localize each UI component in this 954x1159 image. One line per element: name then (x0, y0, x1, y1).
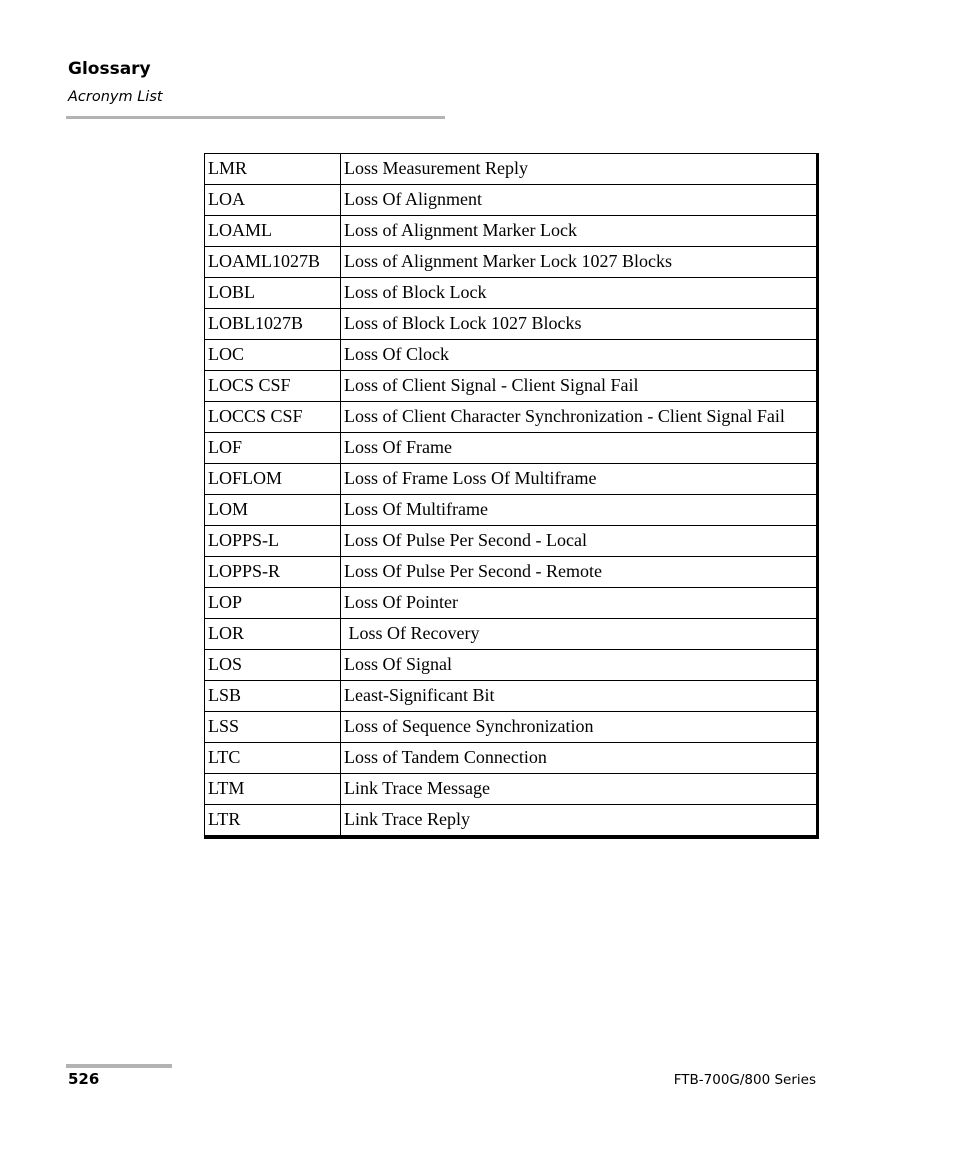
acronym-definition: Loss Of Recovery (341, 619, 817, 650)
acronym-definition: Loss of Sequence Synchronization (341, 712, 817, 743)
acronym-term: LTM (205, 774, 341, 805)
acronym-term: LSS (205, 712, 341, 743)
acronym-definition: Link Trace Reply (341, 805, 817, 836)
table-row (205, 681, 817, 712)
page-number: 526 (68, 1070, 100, 1088)
table-row (205, 371, 817, 402)
acronym-definition: Loss Of Alignment (341, 185, 817, 216)
acronym-term: LTC (205, 743, 341, 774)
table-row (205, 340, 817, 371)
acronym-term: LOR (205, 619, 341, 650)
acronym-definition: Least-Significant Bit (341, 681, 817, 712)
acronym-definition: Loss Of Pointer (341, 588, 817, 619)
acronym-term: LOAML1027B (205, 247, 341, 278)
header-divider (66, 116, 445, 119)
acronym-term: LOCS CSF (205, 371, 341, 402)
acronym-definition: Loss Of Pulse Per Second - Remote (341, 557, 817, 588)
table-row (205, 185, 817, 216)
acronym-term: LOP (205, 588, 341, 619)
acronym-definition: Loss Of Clock (341, 340, 817, 371)
acronym-definition: Link Trace Message (341, 774, 817, 805)
acronym-definition: Loss of Client Signal - Client Signal Fail (341, 371, 817, 402)
acronym-definition: Loss Of Signal (341, 650, 817, 681)
acronym-term: LOM (205, 495, 341, 526)
page-subtitle: Acronym List (68, 89, 163, 105)
acronym-definition: Loss Of Multiframe (341, 495, 817, 526)
footer-divider (66, 1064, 172, 1068)
table-row (205, 743, 817, 774)
acronym-definition: Loss of Tandem Connection (341, 743, 817, 774)
acronym-term: LOS (205, 650, 341, 681)
table-row (205, 247, 817, 278)
table-row (205, 805, 817, 836)
acronym-table (204, 153, 817, 836)
table-row (205, 464, 817, 495)
acronym-term: LMR (205, 154, 341, 185)
acronym-term: LOC (205, 340, 341, 371)
acronym-term: LSB (205, 681, 341, 712)
table-row (205, 154, 817, 185)
acronym-definition: Loss Measurement Reply (341, 154, 817, 185)
table-row (205, 712, 817, 743)
acronym-term: LOBL (205, 278, 341, 309)
table-row (205, 619, 817, 650)
acronym-definition: Loss of Alignment Marker Lock (341, 216, 817, 247)
table-row (205, 402, 817, 433)
acronym-term: LOA (205, 185, 341, 216)
table-row (205, 433, 817, 464)
acronym-definition: Loss of Client Character Synchronization - Client Signal Fail (341, 402, 817, 433)
table-row (205, 216, 817, 247)
acronym-definition: Loss Of Pulse Per Second - Local (341, 526, 817, 557)
acronym-term: LTR (205, 805, 341, 836)
acronym-term: LOBL1027B (205, 309, 341, 340)
table-row (205, 309, 817, 340)
product-series: FTB-700G/800 Series (673, 1072, 816, 1088)
acronym-definition: Loss Of Frame (341, 433, 817, 464)
acronym-table-container (204, 153, 819, 839)
acronym-term: LOF (205, 433, 341, 464)
table-row (205, 278, 817, 309)
page-title: Glossary (68, 59, 151, 79)
acronym-term: LOCCS CSF (205, 402, 341, 433)
acronym-term: LOAML (205, 216, 341, 247)
acronym-table-body (205, 154, 817, 836)
table-row (205, 588, 817, 619)
table-row (205, 495, 817, 526)
table-row (205, 774, 817, 805)
table-row (205, 526, 817, 557)
acronym-term: LOPPS-L (205, 526, 341, 557)
acronym-term: LOFLOM (205, 464, 341, 495)
table-row (205, 650, 817, 681)
acronym-definition: Loss of Frame Loss Of Multiframe (341, 464, 817, 495)
acronym-definition: Loss of Alignment Marker Lock 1027 Blocks (341, 247, 817, 278)
acronym-term: LOPPS-R (205, 557, 341, 588)
acronym-definition: Loss of Block Lock 1027 Blocks (341, 309, 817, 340)
table-row (205, 557, 817, 588)
acronym-definition: Loss of Block Lock (341, 278, 817, 309)
